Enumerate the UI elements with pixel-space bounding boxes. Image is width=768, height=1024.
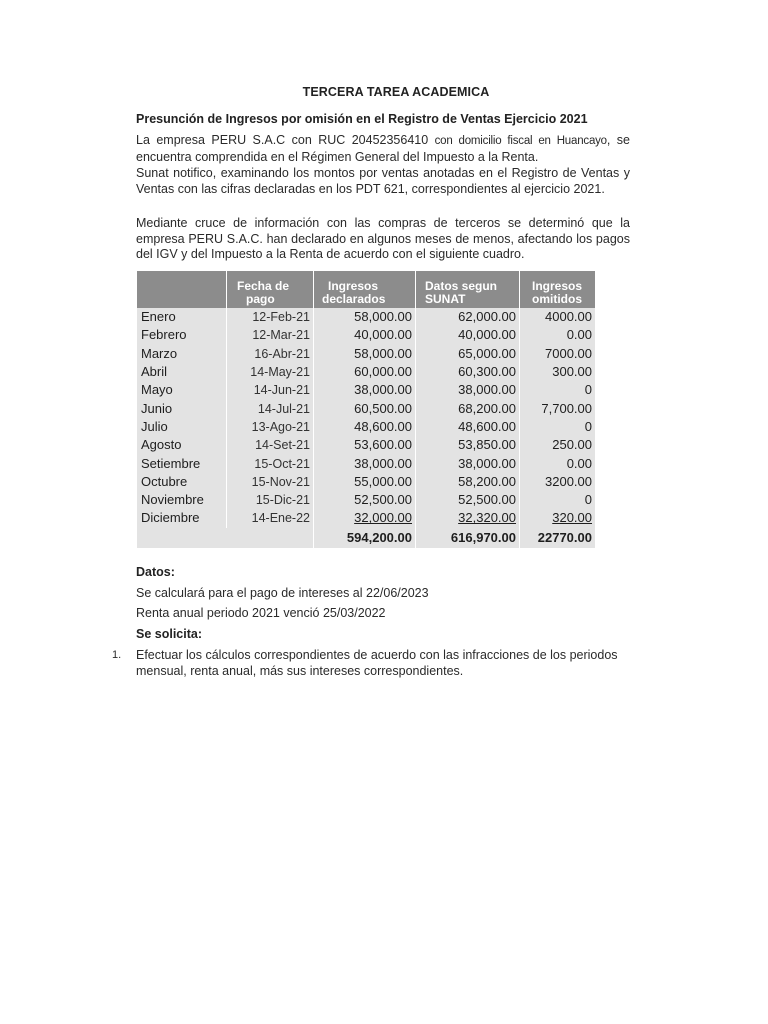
cell-declarados: 60,500.00 (314, 399, 416, 417)
cell-fecha: 16-Abr-21 (227, 345, 314, 363)
cell-mes: Diciembre (137, 509, 227, 527)
cell-declarados: 55,000.00 (314, 473, 416, 491)
cell-fecha: 13-Ago-21 (227, 418, 314, 436)
cell-omitidos-value: 320.00 (552, 510, 592, 526)
cell-fecha: 14-Jun-21 (227, 381, 314, 399)
total-omitidos: 22770.00 (520, 528, 596, 548)
table-header-row (137, 271, 595, 308)
cell-omitidos: 7,700.00 (520, 399, 596, 417)
total-sunat: 616,970.00 (416, 528, 520, 548)
total-declarados: 594,200.00 (314, 528, 416, 548)
cell-fecha: 15-Dic-21 (227, 491, 314, 509)
table-total-row (137, 528, 595, 548)
cell-fecha: 14-Set-21 (227, 436, 314, 454)
cell-sunat: 38,000.00 (416, 454, 520, 472)
cell-declarados: 40,000.00 (314, 326, 416, 344)
table-row (137, 436, 595, 454)
cell-declarados: 58,000.00 (314, 308, 416, 326)
cell-declarados: 48,600.00 (314, 418, 416, 436)
paragraph-cruce: Mediante cruce de información con las compras de terceros se determinó que la empresa PERU S.A.C. han declarado en algunos meses de menos, afectando los pagos del IGV y del Impuesto a la Renta de acuerdo con el siguiente cuadro. (136, 216, 630, 261)
cell-fecha: 12-Feb-21 (227, 308, 314, 326)
header-sunat-line2: SUNAT (425, 292, 466, 306)
datos-heading: Datos: (136, 565, 175, 579)
cell-fecha: 12-Mar-21 (227, 326, 314, 344)
header-omitidos-line2: omitidos (532, 292, 582, 306)
header-omitidos-line1: Ingresos (532, 279, 583, 293)
paragraph-company-part-c: , se encuentra comprendida en el Régimen General del Impuesto a la Renta. (136, 133, 630, 164)
cell-mes: Setiembre (137, 454, 227, 472)
table-row (137, 418, 595, 436)
cell-mes: Noviembre (137, 491, 227, 509)
income-table (137, 271, 595, 548)
header-mes (137, 271, 227, 308)
paragraph-company-part-b: con domicilio fiscal en Huancayo (434, 135, 607, 147)
cell-mes: Octubre (137, 473, 227, 491)
header-sunat-line1: Datos segun (425, 279, 498, 293)
table-row (137, 473, 595, 491)
cell-mes: Abril (137, 363, 227, 381)
header-fecha-line1: Fecha de (237, 279, 290, 293)
header-ingresos-declarados (314, 271, 416, 308)
cell-sunat: 53,850.00 (416, 436, 520, 454)
table-row (137, 509, 595, 527)
cell-mes: Agosto (137, 436, 227, 454)
table-row (137, 345, 595, 363)
document-title: TERCERA TAREA ACADEMICA (302, 85, 490, 99)
cell-sunat: 48,600.00 (416, 418, 520, 436)
table-row (137, 454, 595, 472)
cell-sunat: 60,300.00 (416, 363, 520, 381)
cell-declarados: 38,000.00 (314, 454, 416, 472)
cell-omitidos: 0 (520, 381, 596, 399)
cell-declarados: 60,000.00 (314, 363, 416, 381)
cell-declarados: 58,000.00 (314, 345, 416, 363)
cell-declarados (314, 509, 416, 527)
datos-line-intereses: Se calculará para el pago de intereses al 22/06/2023 (136, 586, 429, 600)
cell-omitidos: 300.00 (520, 363, 596, 381)
table-row (137, 381, 595, 399)
header-datos-sunat (416, 271, 520, 308)
cell-fecha: 14-May-21 (227, 363, 314, 381)
cell-omitidos: 7000.00 (520, 345, 596, 363)
cell-fecha: 14-Jul-21 (227, 399, 314, 417)
header-ingresos-line2: declarados (322, 292, 386, 306)
cell-omitidos: 0 (520, 491, 596, 509)
table-row (137, 326, 595, 344)
cell-mes: Julio (137, 418, 227, 436)
header-fecha (227, 271, 314, 308)
cell-fecha: 15-Oct-21 (227, 454, 314, 472)
cell-sunat: 58,200.00 (416, 473, 520, 491)
cell-sunat: 40,000.00 (416, 326, 520, 344)
cell-omitidos: 0.00 (520, 454, 596, 472)
header-ingresos-line1: Ingresos (328, 279, 379, 293)
list-item-text: Efectuar los cálculos correspondientes de acuerdo con las infracciones de los periodos mensual, renta anual, más sus intereses correspondientes. (136, 648, 618, 678)
cell-declarados: 52,500.00 (314, 491, 416, 509)
header-fecha-line2: pago (246, 292, 275, 306)
cell-mes: Mayo (137, 381, 227, 399)
cell-omitidos: 0 (520, 418, 596, 436)
paragraph-company (136, 133, 630, 165)
cell-mes: Junio (137, 399, 227, 417)
cell-declarados-value: 32,000.00 (354, 510, 412, 526)
cell-sunat: 65,000.00 (416, 345, 520, 363)
table-row (137, 363, 595, 381)
table-row (137, 308, 595, 326)
cell-omitidos: 250.00 (520, 436, 596, 454)
cell-sunat: 52,500.00 (416, 491, 520, 509)
cell-omitidos (520, 509, 596, 527)
cell-omitidos: 4000.00 (520, 308, 596, 326)
paragraph-company-part-a: La empresa PERU S.A.C con RUC 20452356410 (136, 133, 435, 147)
table-row (137, 491, 595, 509)
document-subtitle: Presunción de Ingresos por omisión en el Registro de Ventas Ejercicio 2021 (136, 112, 588, 126)
cell-mes: Marzo (137, 345, 227, 363)
solicita-heading: Se solicita: (136, 627, 202, 641)
cell-fecha: 15-Nov-21 (227, 473, 314, 491)
cell-declarados: 38,000.00 (314, 381, 416, 399)
cell-omitidos: 3200.00 (520, 473, 596, 491)
header-ingresos-omitidos (520, 271, 596, 308)
cell-mes: Febrero (137, 326, 227, 344)
list-item-number: 1. (112, 649, 122, 661)
table-row (137, 399, 595, 417)
cell-sunat-value: 32,320.00 (458, 510, 516, 526)
cell-mes: Enero (137, 308, 227, 326)
total-blank-cell (137, 528, 314, 548)
cell-sunat (416, 509, 520, 527)
cell-fecha: 14-Ene-22 (227, 509, 314, 527)
cell-omitidos: 0.00 (520, 326, 596, 344)
cell-sunat: 62,000.00 (416, 308, 520, 326)
paragraph-sunat: Sunat notifico, examinando los montos por ventas anotadas en el Registro de Ventas y Ventas con las cifras declaradas en los PDT 621, correspondientes al ejercicio 2021. (136, 166, 630, 196)
cell-declarados: 53,600.00 (314, 436, 416, 454)
datos-line-renta: Renta anual periodo 2021 venció 25/03/2022 (136, 606, 386, 620)
cell-sunat: 38,000.00 (416, 381, 520, 399)
cell-sunat: 68,200.00 (416, 399, 520, 417)
